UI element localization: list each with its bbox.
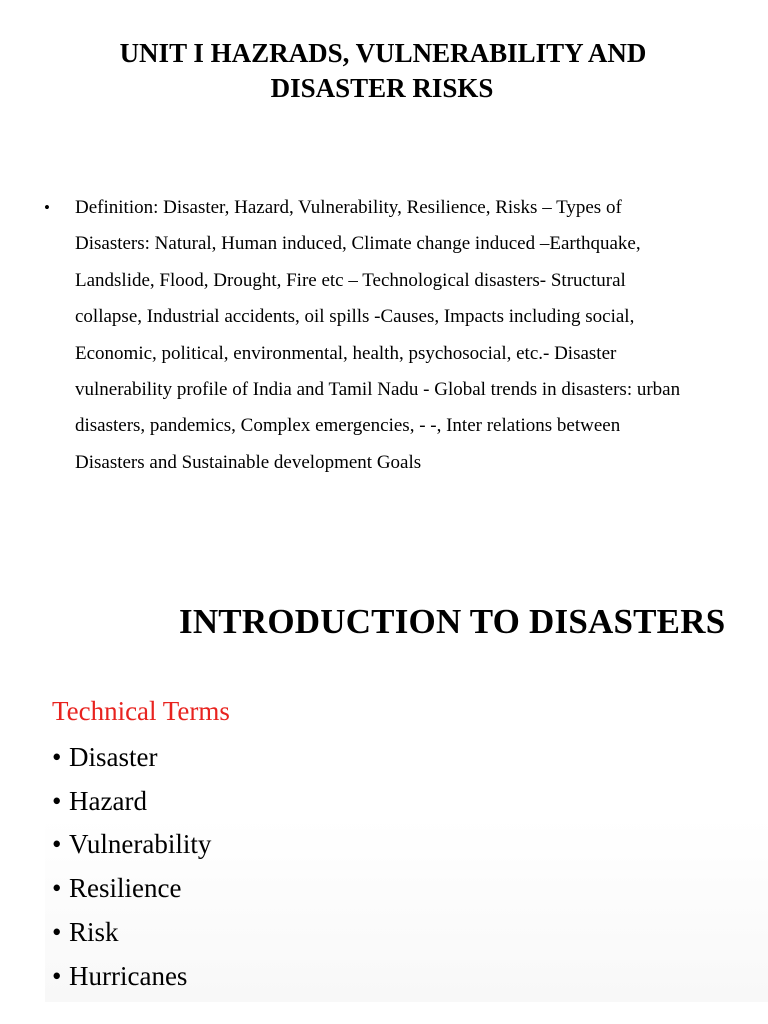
term-label: Hurricanes [69, 960, 188, 991]
syllabus-line: Definition: Disaster, Hazard, Vulnerability, Resilience, Risks – Types of [75, 197, 622, 218]
slide-title: INTRODUCTION TO DISASTERS [179, 602, 726, 641]
term-label: Resilience [69, 873, 182, 904]
term-label: Disaster [69, 742, 158, 772]
slide-introduction [45, 590, 768, 1002]
term-risk [52, 911, 211, 955]
bullet-icon: • [52, 916, 62, 947]
bullet-icon: • [52, 785, 62, 816]
bullet-icon: • [52, 960, 62, 991]
unit-title-line-1: UNIT I HAZRADS, VULNERABILITY AND [119, 38, 647, 68]
bullet-icon: • [52, 873, 62, 904]
term-disaster [52, 736, 211, 780]
term-hurricanes [52, 955, 211, 999]
term-resilience [52, 867, 211, 911]
syllabus-line: Disasters: Natural, Human induced, Climate change induced –Earthquake, [75, 233, 641, 255]
bullet-icon: • [52, 742, 62, 772]
syllabus-list [44, 190, 734, 481]
term-vulnerability [52, 823, 211, 867]
syllabus-line: vulnerability profile of India and Tamil Nadu - Global trends in disasters: urban [75, 379, 681, 401]
syllabus-line: Economic, political, environmental, health, psychosocial, etc.- Disaster [75, 342, 617, 364]
syllabus-item [44, 190, 734, 481]
technical-terms-heading: Technical Terms [52, 696, 230, 726]
syllabus-line: collapse, Industrial accidents, oil spills -Causes, Impacts including social, [75, 306, 635, 328]
term-label: Risk [69, 916, 119, 947]
bullet-icon: • [52, 829, 62, 860]
syllabus-line: Landslide, Flood, Drought, Fire etc – Technological disasters- Structural [75, 269, 626, 291]
unit-title [0, 36, 768, 106]
term-label: Vulnerability [69, 829, 212, 860]
terms-list [52, 736, 211, 998]
syllabus-line: disasters, pandemics, Complex emergencies, - -, Inter relations between [75, 415, 621, 437]
term-hazard [52, 780, 211, 824]
unit-title-line-2: DISASTER RISKS [270, 73, 494, 103]
term-label: Hazard [69, 785, 147, 816]
bullet-icon: • [44, 198, 50, 217]
syllabus-line: Disasters and Sustainable development Goals [75, 451, 422, 473]
